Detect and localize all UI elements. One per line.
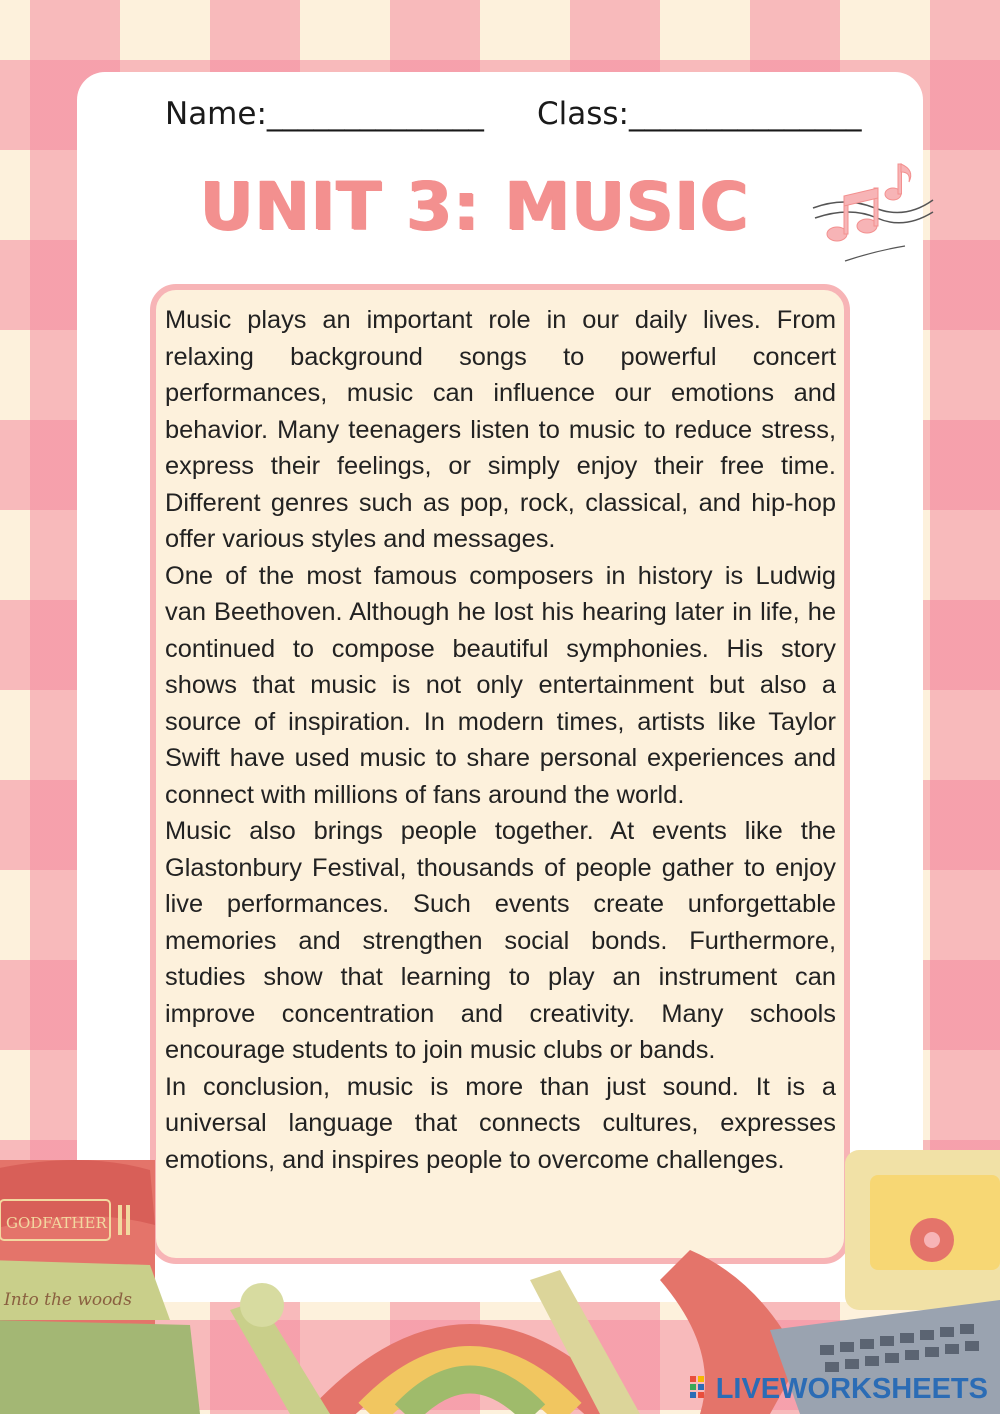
book-title-into-the-woods: Into the woods <box>4 1290 133 1310</box>
page-title: UNIT 3: MUSIC <box>200 168 750 245</box>
passage-paragraph: Music also brings people together. At events like the Glastonbury Festival, thousands of people gather to enjoy live performances. Such events create unforgettable memories and strengthen social bonds. Furthermore, studies show that learning to play an instrument can improve concentration and creativity. Many schools encourage students to join music clubs or bands. <box>165 817 836 1064</box>
brand-name: LIVEWORKSHEETS <box>715 1372 988 1405</box>
book-title-godfather: GODFATHER <box>6 1214 107 1232</box>
class-field[interactable]: Class:_______________ <box>537 96 862 132</box>
liveworksheets-logo-icon <box>690 1376 712 1402</box>
worksheet-header <box>165 96 862 140</box>
music-notes-icon <box>805 156 935 266</box>
passage-paragraph: One of the most famous composers in history is Ludwig van Beethoven. Although he lost his hearing later in life, he continued to compose beautiful symphonies. His story shows that music is not only entertainment but also a source of inspiration. In modern times, artists like Taylor Swift have used music to share personal experiences and connect with millions of fans around the world. <box>165 561 836 809</box>
liveworksheets-brand[interactable] <box>690 1372 988 1406</box>
passage-paragraph: Music plays an important role in our daily lives. From relaxing background songs to powerful concert performances, music can influence our emotions and behavior. Many teenagers listen to music to reduce stress, express their feelings, or simply enjoy their free time. Different genres such as pop, rock, classical, and hip-hop offer various styles and messages. <box>165 306 836 553</box>
name-field[interactable]: Name:______________ <box>165 96 484 132</box>
reading-passage <box>165 302 836 1178</box>
passage-paragraph: In conclusion, music is more than just sound. It is a universal language that connects cultures, expresses emotions, and inspires people to overcome challenges. <box>165 1072 836 1174</box>
